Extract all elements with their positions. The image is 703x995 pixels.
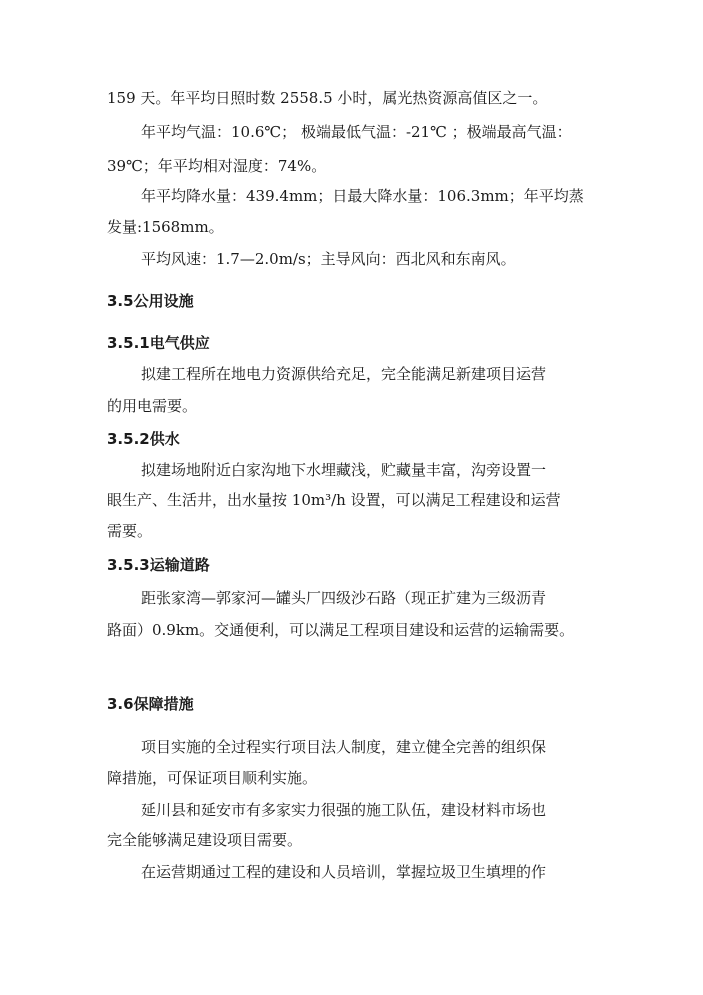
section-3-5-3-heading: 3.5.3运输道路 (107, 556, 210, 574)
water-text-cont-1: 眼生产、生活井，出水量按 10m³/h 设置，可以满足工程建设和运营 (107, 491, 561, 509)
road-text-cont: 路面）0.9km。交通便利，可以满足工程项目建设和运营的运输需要。 (107, 621, 575, 639)
guarantee-text-1-cont: 障措施，可保证项目顺利实施。 (107, 769, 318, 787)
temperature-text: 年平均气温：10.6℃； 极端最低气温：-21℃ ；极端最高气温： (141, 123, 572, 141)
power-text-cont: 的用电需要。 (107, 397, 198, 415)
water-text: 拟建场地附近白家沟地下水埋藏浅，贮藏量丰富，沟旁设置一 (141, 461, 547, 479)
guarantee-text-1: 项目实施的全过程实行项目法人制度，建立健全完善的组织保 (141, 738, 547, 756)
guarantee-text-3: 在运营期通过工程的建设和人员培训，掌握垃圾卫生填埋的作 (141, 863, 547, 881)
section-3-5-2-heading: 3.5.2供水 (107, 430, 180, 448)
guarantee-text-2: 延川县和延安市有多家实力很强的施工队伍，建设材料市场也 (141, 801, 547, 819)
precipitation-text-cont: 发量:1568mm。 (107, 218, 224, 236)
road-text: 距张家湾—郭家河—罐头厂四级沙石路（现正扩建为三级沥青 (141, 589, 547, 607)
sunshine-text: 159 天。年平均日照时数 2558.5 小时，属光热资源高值区之一。 (107, 89, 548, 107)
section-3-5-1-heading: 3.5.1电气供应 (107, 334, 210, 352)
section-3-6-heading: 3.6保障措施 (107, 695, 194, 713)
power-text: 拟建工程所在地电力资源供给充足，完全能满足新建项目运营 (141, 365, 547, 383)
precipitation-text: 年平均降水量：439.4mm；日最大降水量：106.3mm；年平均蒸 (141, 187, 584, 205)
temperature-text-cont: 39℃；年平均相对湿度：74%。 (107, 157, 327, 175)
wind-text: 平均风速：1.7—2.0m/s；主导风向：西北风和东南风。 (141, 250, 516, 268)
water-text-cont-2: 需要。 (107, 522, 153, 540)
section-3-5-heading: 3.5公用设施 (107, 292, 194, 310)
guarantee-text-2-cont: 完全能够满足建设项目需要。 (107, 831, 303, 849)
